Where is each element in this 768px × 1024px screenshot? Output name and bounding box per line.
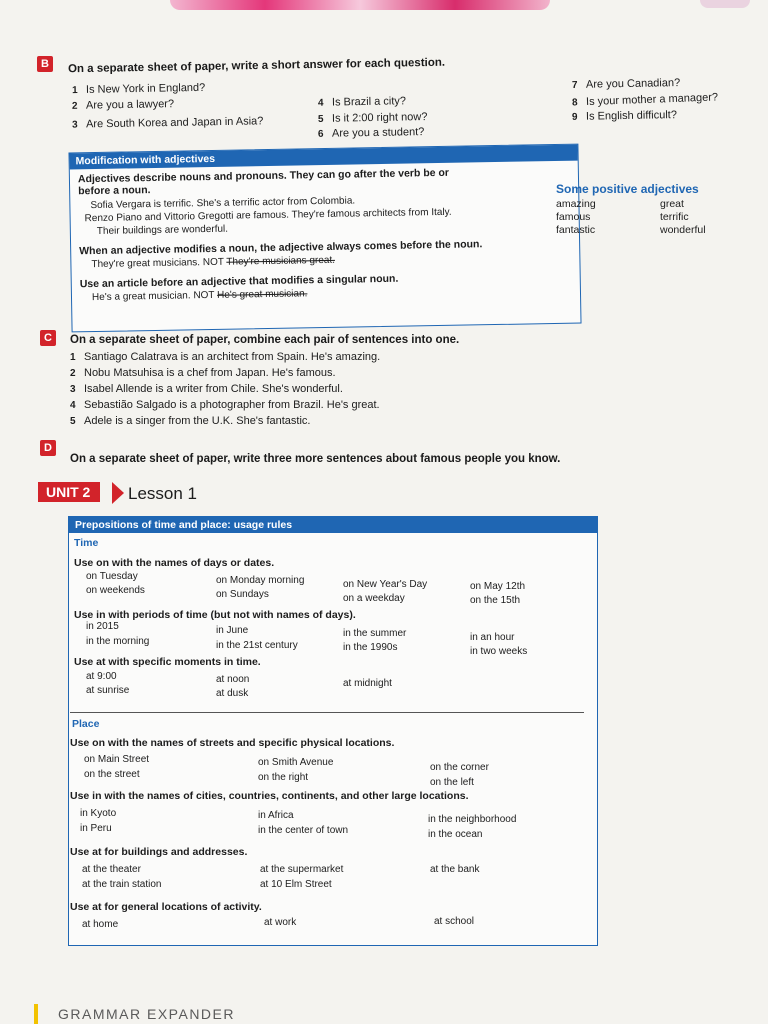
list-item: 4 Is Brazil a city? [317, 95, 407, 109]
example-text: at work [264, 917, 297, 928]
list-item: 7 Are you Canadian? [571, 77, 681, 91]
footer-title: GRAMMAR EXPANDER [58, 1006, 235, 1022]
example-col: on New Year's Day on a weekday [343, 579, 428, 604]
list-item: 5 Is it 2:00 right now? [317, 111, 428, 125]
list-item: 2 Nobu Matsuhisa is a chef from Japan. He's famous. [70, 367, 336, 379]
example-col: on the corner on the left [430, 762, 489, 788]
example-col: at noon at dusk [216, 674, 250, 699]
list-item: 9 Is English difficult? [571, 109, 678, 123]
rule-text: When an adjective modifies a noun, the adjective always comes before the noun. [79, 238, 483, 258]
list-item: 8 Is your mother a manager? [571, 91, 719, 109]
example-col: at the supermarket at 10 Elm Street [260, 864, 344, 890]
section-b-badge: B [37, 56, 53, 72]
rule-text: Use in with the names of cities, countries, continents, and other large locations. [70, 790, 469, 802]
list-item: 3 Isabel Allende is a writer from Chile. She's wonderful. [70, 383, 343, 395]
example-text: They're great musicians. NOT They're musicians great. [91, 254, 336, 271]
decorative-photo-strip-right [700, 0, 750, 8]
adjectives-col-1: amazing famous fantastic [556, 198, 596, 236]
rule-text: Use in with periods of time (but not with names of days). [74, 609, 356, 621]
example-col: in the summer in the 1990s [343, 628, 407, 653]
example-text: Sofia Vergara is terrific. She's a terrific actor from Colombia. [90, 195, 356, 212]
list-item: 5 Adele is a singer from the U.K. She's fantastic. [70, 415, 311, 427]
section-c-instruction: On a separate sheet of paper, combine each pair of sentences into one. [70, 334, 460, 346]
example-col: in Kyoto in Peru [80, 808, 117, 834]
example-col: on Smith Avenue on the right [258, 757, 334, 783]
rule-text: Use at for buildings and addresses. [70, 846, 248, 858]
unit-arrow [112, 482, 124, 504]
rule-text: Use on with the names of days or dates. [74, 557, 275, 569]
list-item: 6 Are you a student? [317, 126, 425, 140]
example-col: in the neighborhood in the ocean [428, 814, 517, 840]
example-col: in June in the 21st century [216, 625, 298, 651]
example-text: at midnight [343, 678, 392, 689]
modification-box [68, 144, 581, 333]
positive-adjectives-title: Some positive adjectives [556, 182, 699, 196]
list-item: 2 Are you a lawyer? [71, 98, 175, 112]
example-text: at school [434, 916, 475, 927]
example-text: at the bank [430, 864, 480, 875]
example-col: at 9:00 at sunrise [86, 671, 130, 696]
section-b-instruction: On a separate sheet of paper, write a short answer for each question. [67, 56, 446, 76]
time-label: Time [74, 537, 99, 549]
section-d-badge: D [40, 440, 56, 456]
footer-accent-bar [34, 1004, 38, 1024]
example-text: Renzo Piano and Vittorio Gregotti are famous. They're famous architects from Italy. [84, 206, 452, 225]
example-col: on Tuesday on weekends [86, 571, 145, 596]
example-text: Their buildings are wonderful. [96, 223, 229, 237]
modification-box-title: Modification with adjectives [69, 145, 577, 170]
section-c-badge: C [40, 330, 56, 346]
rule-text: Use on with the names of streets and specific physical locations. [70, 737, 395, 749]
unit-label: UNIT 2 [38, 482, 100, 502]
section-d-instruction: On a separate sheet of paper, write three more sentences about famous people you know. [70, 453, 561, 465]
example-col: at the theater at the train station [82, 864, 162, 890]
example-col: in an hour in two weeks [470, 632, 528, 657]
list-item: 4 Sebastião Salgado is a photographer from Brazil. He's great. [70, 399, 380, 411]
example-text: at home [82, 919, 119, 930]
lesson-title: Lesson 1 [128, 484, 197, 503]
list-item: 1 Is New York in England? [71, 81, 206, 97]
adjectives-col-2: great terrific wonderful [660, 198, 706, 236]
prepositions-box-title: Prepositions of time and place: usage rules [69, 517, 597, 533]
list-item: 1 Santiago Calatrava is an architect from Spain. He's amazing. [70, 351, 381, 363]
example-col: on Main Street on the street [84, 754, 150, 780]
divider [70, 712, 584, 713]
rule-text: Adjectives describe nouns and pronouns. They can go after the verb be or before a noun. [77, 166, 450, 198]
example-col: in 2015 in the morning [86, 621, 150, 647]
example-text: He's a great musician. NOT He's great musician. [91, 288, 308, 304]
example-col: on Monday morning on Sundays [216, 575, 305, 600]
rule-text: Use at with specific moments in time. [74, 656, 261, 668]
rule-text: Use at for general locations of activity. [70, 901, 262, 913]
rule-text: Use an article before an adjective that modifies a singular noun. [79, 272, 399, 291]
decorative-photo-strip [170, 0, 550, 10]
example-col: on May 12th on the 15th [470, 581, 526, 606]
list-item: 3 Are South Korea and Japan in Asia? [71, 115, 264, 131]
example-col: in Africa in the center of town [258, 810, 349, 836]
place-label: Place [72, 718, 100, 730]
